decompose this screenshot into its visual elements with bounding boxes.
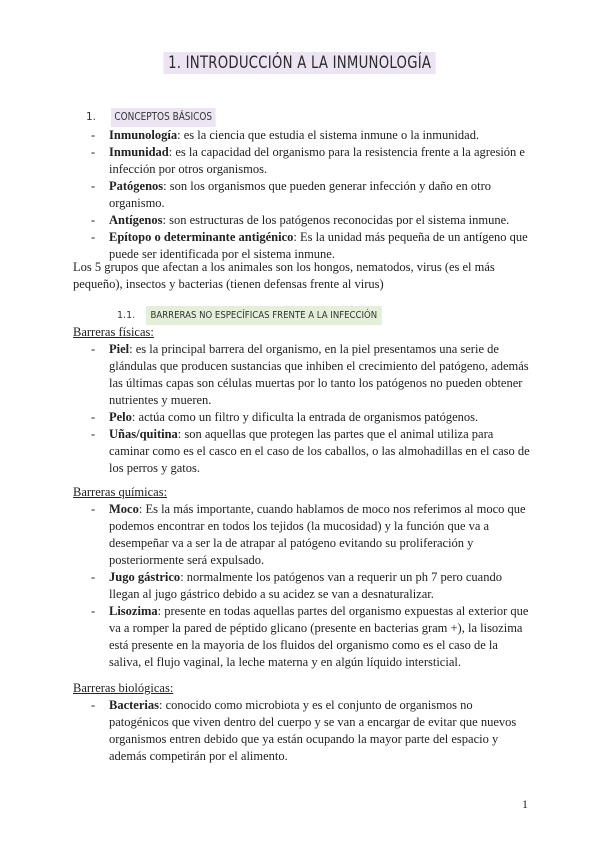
subsection-heading (117, 306, 408, 325)
list-item (91, 409, 531, 426)
definition: : es la capacidad del organismo para la resistencia frente a la agresión e infección por otros organismos. (109, 145, 525, 176)
list-item (91, 144, 531, 178)
term: Bacterias (109, 698, 159, 712)
list-item (91, 697, 531, 765)
list-item (91, 178, 531, 212)
definition: : es la ciencia que estudia el sistema inmune o la inmunidad. (177, 128, 480, 142)
title-wrap (0, 52, 600, 74)
intro-paragraph: Los 5 grupos que afectan a los animales son los hongos, nematodos, virus (es el más pequeño), insectos y bacterias (tienen defensas frente al virus) (73, 260, 495, 291)
list-item (91, 603, 531, 671)
biologicas-list (91, 697, 531, 765)
list-item (91, 127, 531, 144)
definition: : es la principal barrera del organismo, en la piel presentamos una serie de glándulas que producen sustancias que inhiben el crecimiento del patógeno, además las últimas capas son células muertas por lo tanto los patógenos no pueden obtener nutrientes y mueren. (109, 342, 529, 407)
subsection-number: 1.1. (117, 310, 136, 321)
term: Inmunología (109, 128, 178, 142)
group-heading-biologicas: Barreras biológicas: (73, 681, 174, 695)
term: Inmunidad (109, 145, 169, 159)
concepts-list (91, 127, 531, 263)
group-heading-fisicas: Barreras físicas: (73, 325, 154, 339)
fisicas-list (91, 341, 531, 477)
section-number: 1. (86, 111, 97, 123)
list-item (91, 229, 531, 263)
list-item (91, 569, 531, 603)
page-title: 1. INTRODUCCIÓN A LA INMUNOLOGÍA (164, 52, 436, 74)
definition: : Es la unidad más pequeña de un antígeno que puede ser identificada por el sistema inmune. (109, 230, 528, 261)
term: Patógenos (109, 179, 164, 193)
term: Epítopo o determinante antigénico (109, 230, 294, 244)
dash-bullet: - (91, 502, 96, 516)
definition: : Es la más importante, cuando hablamos de moco nos referimos al moco que podemos encontrar en todos los tejidos (la mucosidad) y la función que va a desempeñar va a ser la de atrapar al patógeno evitando su proliferación y posteriormente será expulsado. (109, 502, 526, 567)
subsection-label: BARRERAS NO ESPECÍFICAS FRENTE A LA INFECCIÓN (146, 306, 382, 325)
definition: : actúa como un filtro y dificulta la entrada de organismos patógenos. (131, 410, 479, 424)
dash-bullet: - (91, 230, 96, 244)
dash-bullet: - (91, 213, 96, 227)
section-heading (86, 108, 234, 127)
list-item (91, 426, 531, 477)
dash-bullet: - (91, 128, 96, 142)
definition: : son aquellas que protegen las partes que el animal utiliza para caminar como es el casco en el caso de los caballos, o las almohadillas en el caso de los perros y gatos. (109, 427, 530, 475)
dash-bullet: - (91, 179, 96, 193)
definition: : normalmente los patógenos van a requerir un ph 7 pero cuando llegan al jugo gástrico debido a su acidez se van a desnaturalizar. (109, 570, 502, 601)
dash-bullet: - (91, 698, 96, 712)
term: Jugo gástrico (109, 570, 181, 584)
page-number: 1 (522, 797, 528, 811)
dash-bullet: - (91, 410, 96, 424)
definition: : son estructuras de los patógenos reconocidas por el sistema inmune. (162, 213, 510, 227)
term: Lisozima (109, 604, 158, 618)
dash-bullet: - (91, 570, 96, 584)
list-item (91, 212, 531, 229)
term: Pelo (109, 410, 132, 424)
group-heading-quimicas: Barreras químicas: (73, 485, 168, 499)
definition: : son los organismos que pueden generar infección y daño en otro organismo. (109, 179, 491, 210)
term: Piel (109, 342, 130, 356)
list-item (91, 501, 531, 569)
definition: : conocido como microbiota y es el conjunto de organismos no patogénicos que viven dentro del cuerpo y se van a encargar de evitar que nuevos organismos entren debido que ya están ocupando la mayor parte del espacio y además competirán por el alimento. (109, 698, 517, 763)
section-label: CONCEPTOS BÁSICOS (111, 108, 215, 127)
dash-bullet: - (91, 427, 96, 441)
term: Moco (109, 502, 139, 516)
term: Antígenos (109, 213, 163, 227)
list-item (91, 341, 531, 409)
dash-bullet: - (91, 145, 96, 159)
definition: : presente en todas aquellas partes del organismo expuestas al exterior que va a romper la pared de péptido glicano (presente en bacterias gram +), la lisozima está presente en la mayoria de los fluidos del organismo como es el caso de la saliva, el flujo vaginal, la leche materna y en algún líquido intersticial. (109, 604, 529, 669)
dash-bullet: - (91, 342, 96, 356)
dash-bullet: - (91, 604, 96, 618)
quimicas-list (91, 501, 531, 671)
term: Uñas/quitina (109, 427, 178, 441)
